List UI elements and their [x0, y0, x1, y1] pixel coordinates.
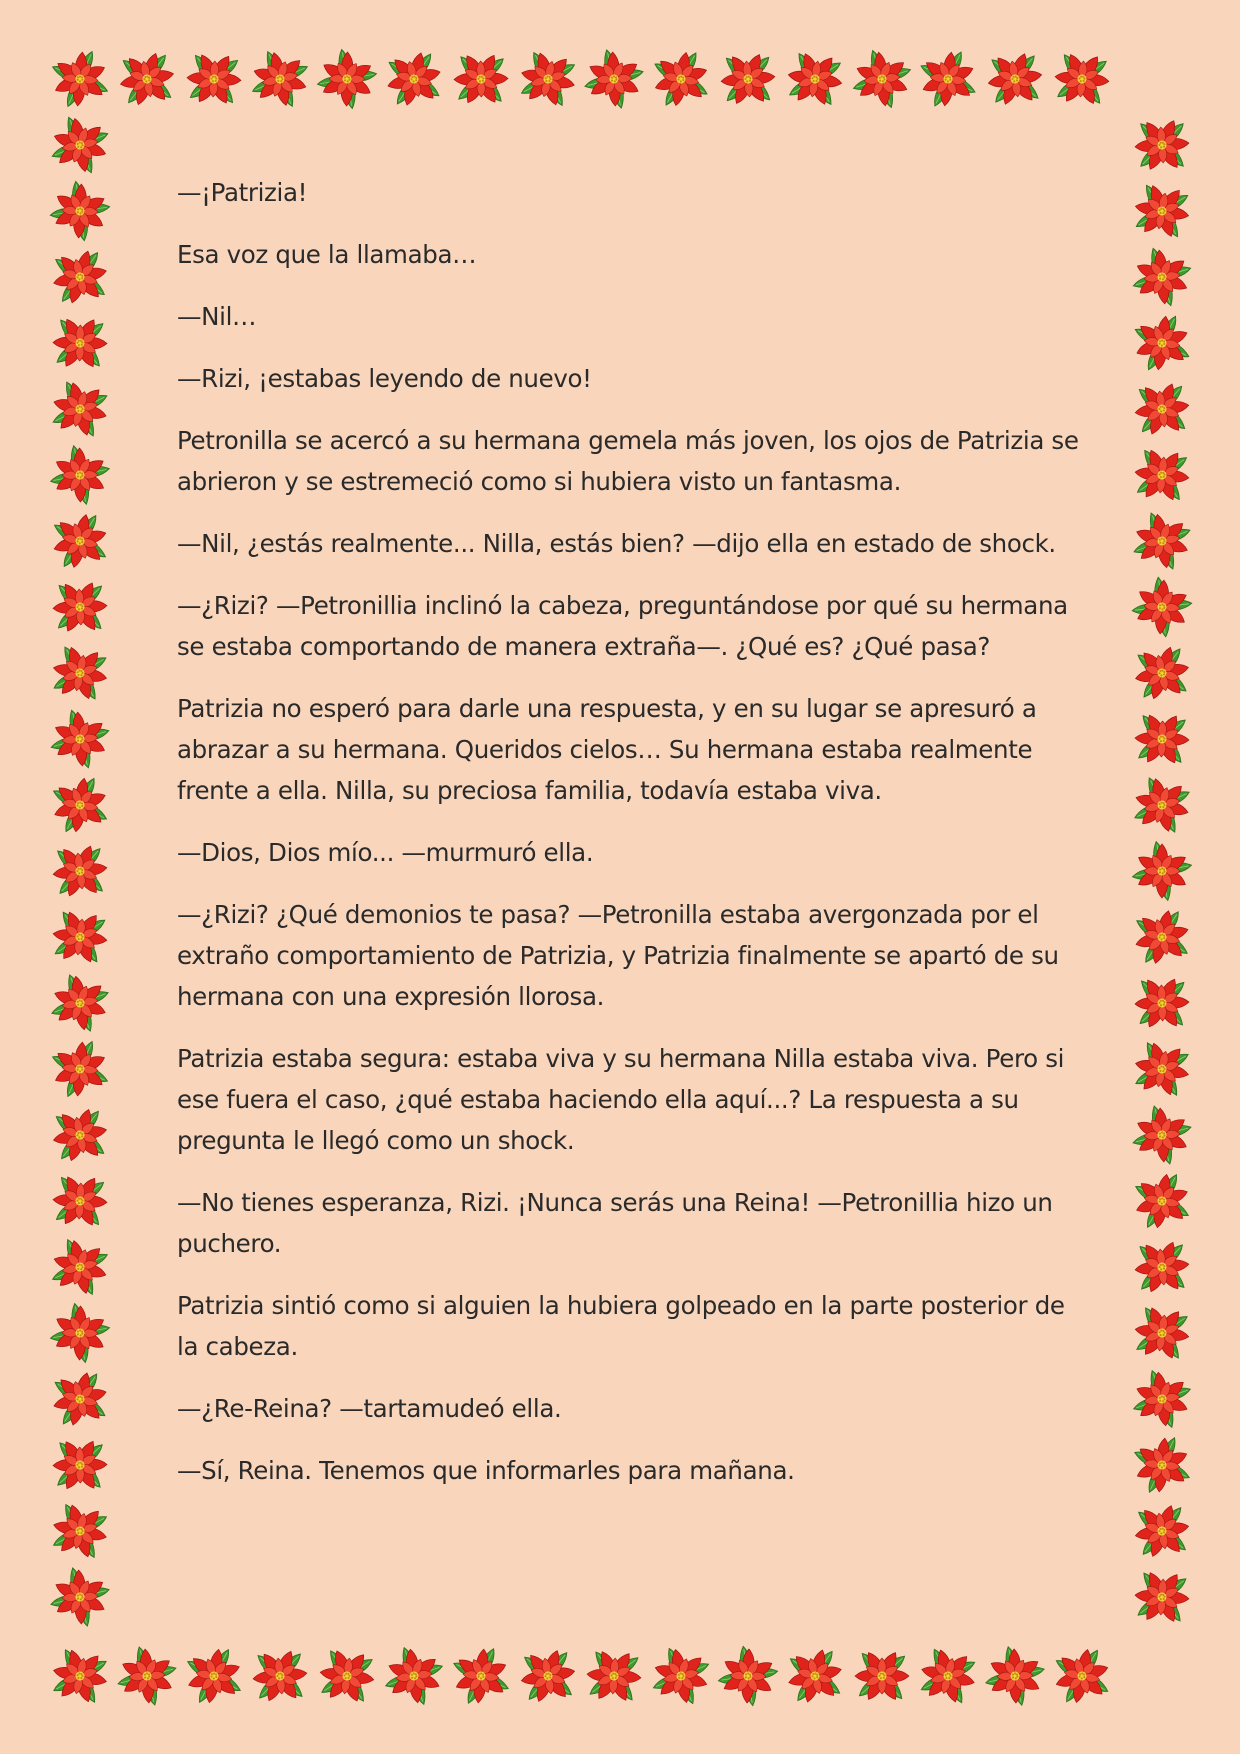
paragraph: Patrizia estaba segura: estaba viva y su hermana Nilla estaba viva. Pero si ese fuera el caso, ¿qué estaba haciendo ella aquí...? La respuesta a su pregunta le llegó como un shock.: [177, 1044, 1065, 1155]
poinsettia-flower-icon: [1130, 1037, 1194, 1101]
poinsettia-flower-icon: [1130, 179, 1194, 243]
poinsettia-flower-icon: [716, 47, 780, 111]
poinsettia-flower-icon: [1130, 245, 1194, 309]
poinsettia-flower-icon: [1130, 1169, 1194, 1233]
poinsettia-flower-icon: [1130, 1367, 1194, 1431]
poinsettia-flower-icon: [48, 311, 112, 375]
poinsettia-flower-icon: [48, 641, 112, 705]
poinsettia-flower-icon: [48, 1644, 112, 1708]
poinsettia-flower-icon: [182, 1644, 246, 1708]
poinsettia-flower-icon: [48, 179, 112, 243]
poinsettia-flower-icon: [48, 1499, 112, 1563]
poinsettia-flower-icon: [115, 1644, 179, 1708]
poinsettia-flower-icon: [48, 509, 112, 573]
poinsettia-flower-icon: [783, 1644, 847, 1708]
poinsettia-flower-icon: [182, 47, 246, 111]
poinsettia-flower-icon: [1130, 377, 1194, 441]
poinsettia-flower-icon: [48, 1103, 112, 1167]
poinsettia-flower-icon: [1130, 443, 1194, 507]
poinsettia-flower-icon: [1130, 575, 1194, 639]
poinsettia-flower-icon: [1130, 113, 1194, 177]
poinsettia-flower-icon: [315, 1644, 379, 1708]
poinsettia-flower-icon: [1130, 773, 1194, 837]
poinsettia-flower-icon: [48, 1367, 112, 1431]
poinsettia-flower-icon: [1130, 509, 1194, 573]
paragraph: —Nil, ¿estás realmente... Nilla, estás bien? —dijo ella en estado de shock.: [177, 529, 1056, 558]
poinsettia-flower-icon: [449, 47, 513, 111]
poinsettia-flower-icon: [983, 47, 1047, 111]
poinsettia-flower-icon: [315, 47, 379, 111]
poinsettia-flower-icon: [48, 1235, 112, 1299]
poinsettia-flower-icon: [582, 47, 646, 111]
poinsettia-flower-icon: [1130, 641, 1194, 705]
poinsettia-flower-icon: [1130, 905, 1194, 969]
poinsettia-flower-icon: [983, 1644, 1047, 1708]
poinsettia-flower-icon: [850, 1644, 914, 1708]
poinsettia-flower-icon: [649, 47, 713, 111]
poinsettia-flower-icon: [916, 1644, 980, 1708]
paragraph: —¿Rizi? ¿Qué demonios te pasa? —Petronilla estaba avergonzada por el extraño comportamiento de Patrizia, y Patrizia finalmente se apartó de su hermana con una expresión llorosa.: [177, 900, 1059, 1011]
poinsettia-flower-icon: [115, 47, 179, 111]
poinsettia-flower-icon: [48, 905, 112, 969]
poinsettia-flower-icon: [48, 575, 112, 639]
poinsettia-flower-icon: [516, 1644, 580, 1708]
paragraph: Patrizia no esperó para darle una respuesta, y en su lugar se apresuró a abrazar a su hermana. Queridos cielos… Su hermana estaba realmente frente a ella. Nilla, su preciosa familia, todavía estaba viva.: [177, 694, 1037, 805]
poinsettia-flower-icon: [48, 773, 112, 837]
poinsettia-flower-icon: [1130, 971, 1194, 1035]
paragraph: —Dios, Dios mío... —murmuró ella.: [177, 838, 594, 867]
poinsettia-flower-icon: [1130, 1565, 1194, 1629]
poinsettia-flower-icon: [716, 1644, 780, 1708]
poinsettia-flower-icon: [48, 47, 112, 111]
paragraph: Petronilla se acercó a su hermana gemela más joven, los ojos de Patrizia se abrieron y se estremeció como si hubiera visto un fantasma.: [177, 426, 1079, 496]
poinsettia-flower-icon: [1130, 1301, 1194, 1365]
poinsettia-flower-icon: [48, 971, 112, 1035]
poinsettia-flower-icon: [248, 1644, 312, 1708]
poinsettia-flower-icon: [48, 245, 112, 309]
poinsettia-flower-icon: [1130, 1433, 1194, 1497]
poinsettia-flower-icon: [48, 839, 112, 903]
poinsettia-flower-icon: [248, 47, 312, 111]
poinsettia-flower-icon: [449, 1644, 513, 1708]
poinsettia-flower-icon: [48, 1169, 112, 1233]
poinsettia-flower-icon: [1130, 311, 1194, 375]
paragraph: —¡Patrizia!: [177, 178, 308, 207]
paragraph: —Rizi, ¡estabas leyendo de nuevo!: [177, 364, 592, 393]
poinsettia-flower-icon: [1130, 1499, 1194, 1563]
paragraph: —¿Rizi? —Petronillia inclinó la cabeza, preguntándose por qué su hermana se estaba comportando de manera extraña—. ¿Qué es? ¿Qué pasa?: [177, 591, 1068, 661]
paragraph: Patrizia sintió como si alguien la hubiera golpeado en la parte posterior de la cabeza.: [177, 1291, 1065, 1361]
poinsettia-flower-icon: [48, 377, 112, 441]
poinsettia-flower-icon: [649, 1644, 713, 1708]
paragraph: —Nil…: [177, 302, 257, 331]
poinsettia-flower-icon: [1130, 707, 1194, 771]
paragraph: —¿Re-Reina? —tartamudeó ella.: [177, 1394, 562, 1423]
poinsettia-flower-icon: [916, 47, 980, 111]
poinsettia-flower-icon: [48, 1565, 112, 1629]
poinsettia-flower-icon: [1130, 1235, 1194, 1299]
poinsettia-flower-icon: [1130, 1103, 1194, 1167]
story-text: [177, 172, 1087, 1512]
poinsettia-flower-icon: [382, 47, 446, 111]
paragraph: Esa voz que la llamaba…: [177, 240, 477, 269]
poinsettia-flower-icon: [1050, 1644, 1114, 1708]
poinsettia-flower-icon: [516, 47, 580, 111]
poinsettia-flower-icon: [582, 1644, 646, 1708]
poinsettia-flower-icon: [1130, 839, 1194, 903]
poinsettia-flower-icon: [850, 47, 914, 111]
poinsettia-flower-icon: [783, 47, 847, 111]
poinsettia-flower-icon: [1050, 47, 1114, 111]
paragraph: —Sí, Reina. Tenemos que informarles para mañana.: [177, 1456, 795, 1485]
poinsettia-flower-icon: [48, 1433, 112, 1497]
paragraph: —No tienes esperanza, Rizi. ¡Nunca serás una Reina! —Petronillia hizo un puchero.: [177, 1188, 1053, 1258]
poinsettia-flower-icon: [48, 707, 112, 771]
poinsettia-flower-icon: [48, 113, 112, 177]
poinsettia-flower-icon: [382, 1644, 446, 1708]
poinsettia-flower-icon: [48, 443, 112, 507]
poinsettia-flower-icon: [48, 1037, 112, 1101]
poinsettia-flower-icon: [48, 1301, 112, 1365]
